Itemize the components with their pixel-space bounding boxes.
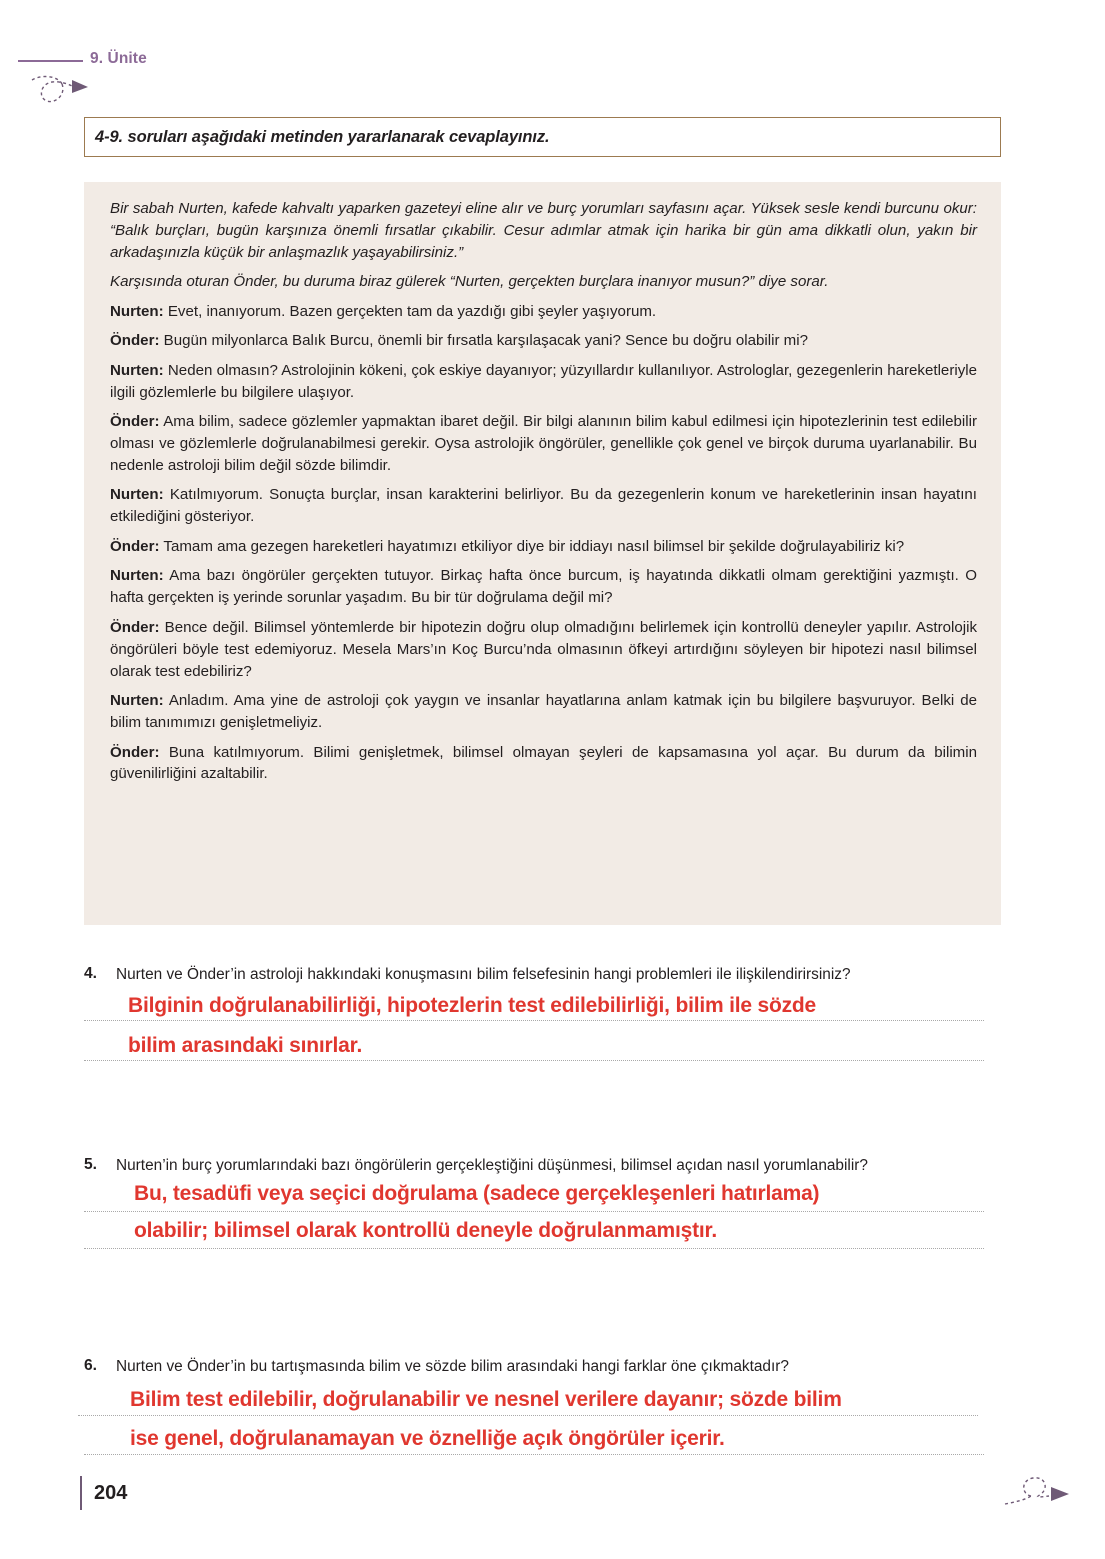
question-number: 5. — [84, 1156, 98, 1173]
dialogue-text: Ama bilim, sadece gözlemler yapmaktan ibaret değil. Bir bilgi alanının bilim kabul edilmesi için hipotezlerinin test edilebilir olması ve gözlemlerle doğrulanabilmesi gerekir. Oysa astrolojik öngörüler, genellikle çok genel ve birçok duruma uyarlanabilir. Bu nedenle astroloji bilim değil sözde bilimdir. — [110, 413, 977, 475]
speaker-name: Nurten: — [110, 302, 164, 320]
dialogue-text: Ama bazı öngörüler gerçekten tutuyor. Birkaç hafta önce burcum, iş hayatında dikkatli olmam gerektiğini yazmıştı. O hafta gerçekten iş yerinde sorunlar yaşadım. Bu bir tür doğrulama değil mi? — [110, 567, 977, 607]
question-row — [84, 964, 1014, 986]
answer-block[interactable] — [84, 994, 1014, 1074]
answer-line[interactable] — [84, 1427, 984, 1466]
question-text: Nurten ve Önder’in bu tartışmasında bilim ve sözde bilim arasındaki hangi farklar öne çıkmaktadır? — [116, 1358, 789, 1375]
answer-rule — [84, 1060, 984, 1061]
passage-dialogue-line — [110, 617, 977, 683]
answer-text: bilim arasındaki sınırlar. — [128, 1033, 363, 1057]
footer-bar — [80, 1476, 82, 1510]
question-number: 6. — [84, 1357, 98, 1374]
answer-line[interactable] — [84, 1034, 984, 1074]
dialogue-text: Buna katılmıyorum. Bilimi genişletmek, bilimsel olmayan şeyleri de kapsamasına yol açar. Bu durum da bilimin güvenilirliğini azaltabilir. — [110, 743, 977, 783]
answer-text: ise genel, doğrulanamayan ve öznelliğe açık öngörüler içerir. — [130, 1426, 725, 1450]
speaker-name: Nurten: — [110, 692, 164, 710]
answer-rule — [84, 1020, 984, 1021]
speaker-name: Önder: — [110, 413, 160, 431]
speaker-name: Önder: — [110, 743, 160, 761]
passage-dialogue-line — [110, 565, 977, 609]
dialogue-text: Anladım. Ama yine de astroloji çok yaygın ve insanlar hayatlarına anlam katmak için bu bilgilere başvuruyor. Belki de bilim tanımımızı genişletmeliyiz. — [110, 692, 977, 732]
passage-dialogue-line — [110, 536, 977, 558]
answer-block[interactable] — [84, 1388, 1014, 1466]
page-footer — [80, 1473, 127, 1513]
passage-dialogue-line — [110, 742, 977, 786]
dialogue-text: Bence değil. Bilimsel yöntemlerde bir hipotezin doğru olup olmadığını belirlemek için kontrollü deneyler yapılır. Astrolojik öngörüleri böyle test edemiyoruz. Mesela Mars’ın Koç Burcu’nda olmasının öfkeyi artırdığını söyleyen bir hipotezi nasıl bilimsel olarak test edebiliriz? — [110, 618, 977, 680]
dialogue-text: Evet, inanıyorum. Bazen gerçekten tam da yazdığı gibi şeyler yaşıyorum. — [163, 302, 657, 320]
page-header — [0, 34, 420, 104]
passage-dialogue-line — [110, 301, 977, 323]
answer-line[interactable] — [84, 994, 984, 1034]
speaker-name: Önder: — [110, 537, 160, 555]
answer-text: Bilginin doğrulanabilirliği, hipotezlerin test edilebilirliği, bilim ile sözde — [128, 993, 816, 1017]
answer-rule — [84, 1211, 984, 1212]
answer-text: Bu, tesadüfi veya seçici doğrulama (sadece gerçekleşenleri hatırlama) — [134, 1181, 820, 1205]
passage-paragraph: Bir sabah Nurten, kafede kahvaltı yaparken gazeteyi eline alır ve burç yorumları sayfasını açar. Yüksek sesle kendi burcunu okur: “Balık burçları, bugün karşınıza önemli fırsatlar çıkabilir. Cesur adımlar atmak için harika bir gün ama dikkatli olun, yakın bir arkadaşınızla küçük bir anlaşmazlık yaşayabilirsiniz.” — [110, 200, 977, 261]
speaker-name: Nurten: — [110, 361, 164, 379]
unit-label: 9. Ünite — [90, 50, 147, 67]
answer-rule — [84, 1248, 984, 1249]
answer-text: Bilim test edilebilir, doğrulanabilir ve nesnel verilere dayanır; sözde bilim — [130, 1387, 842, 1411]
header-rule — [18, 60, 83, 62]
dialogue-text: Bugün milyonlarca Balık Burcu, önemli bir fırsatla karşılaşacak yani? Sence bu doğru olabilir mi? — [159, 332, 808, 350]
question-row — [84, 1356, 1014, 1378]
passage-paragraph: Karşısında oturan Önder, bu duruma biraz gülerek “Nurten, gerçekten burçlara inanıyor musun?” diye sorar. — [110, 273, 829, 291]
question-number: 4. — [84, 965, 98, 982]
page-number: 204 — [94, 1481, 128, 1504]
answer-block[interactable] — [84, 1179, 1014, 1253]
question-4 — [84, 964, 1014, 1074]
reading-passage — [84, 182, 1001, 925]
speaker-name: Önder: — [110, 618, 160, 636]
dialogue-text: Neden olmasın? Astrolojinin kökeni, çok eskiye dayanıyor; yüzyıllardır kullanılıyor. Astrologlar, gezegenlerin hareketleriyle ilgili gözlemlerle bu bilgilere ulaşıyor. — [110, 361, 977, 401]
instruction-text: 4-9. soruları aşağıdaki metinden yararlanarak cevaplayınız. — [95, 127, 550, 146]
passage-dialogue-line — [110, 690, 977, 734]
passage-dialogue-line — [110, 411, 977, 477]
question-text: Nurten’in burç yorumlarındaki bazı öngörülerin gerçekleştiğini düşünmesi, bilimsel açıdan nasıl yorumlanabilir? — [116, 1157, 868, 1174]
question-6 — [84, 1356, 1014, 1466]
dialogue-text: Tamam ama gezegen hareketleri hayatımızı etkiliyor diye bir iddiayı nasıl bilimsel bir şekilde doğrulayabiliriz ki? — [159, 537, 905, 555]
dialogue-text: Katılmıyorum. Sonuçta burçlar, insan karakterini belirliyor. Bu da gezegenlerin konum ve hareketlerinin insan hayatını etkilediğini gösteriyor. — [110, 486, 977, 526]
answer-rule — [84, 1454, 984, 1455]
passage-dialogue-line — [110, 330, 977, 352]
speaker-name: Önder: — [110, 332, 160, 350]
speaker-name: Nurten: — [110, 567, 164, 585]
question-text: Nurten ve Önder’in astroloji hakkındaki konuşmasını bilim felsefesinin hangi problemleri ile ilişkilendirirsiniz? — [116, 966, 851, 983]
answer-line[interactable] — [84, 1216, 984, 1253]
answer-rule — [78, 1415, 978, 1416]
passage-dialogue-line — [110, 484, 977, 528]
passage-dialogue-line — [110, 360, 977, 404]
question-row — [84, 1155, 1014, 1177]
answer-line[interactable] — [84, 1388, 984, 1427]
question-5 — [84, 1155, 1014, 1253]
instruction-box — [84, 117, 1001, 157]
answer-text: olabilir; bilimsel olarak kontrollü deneyle doğrulanmamıştır. — [134, 1218, 717, 1242]
answer-line[interactable] — [84, 1179, 984, 1216]
speaker-name: Nurten: — [110, 486, 164, 504]
swirl-arrow-icon-footer — [1003, 1470, 1083, 1515]
swirl-arrow-icon — [28, 70, 98, 110]
